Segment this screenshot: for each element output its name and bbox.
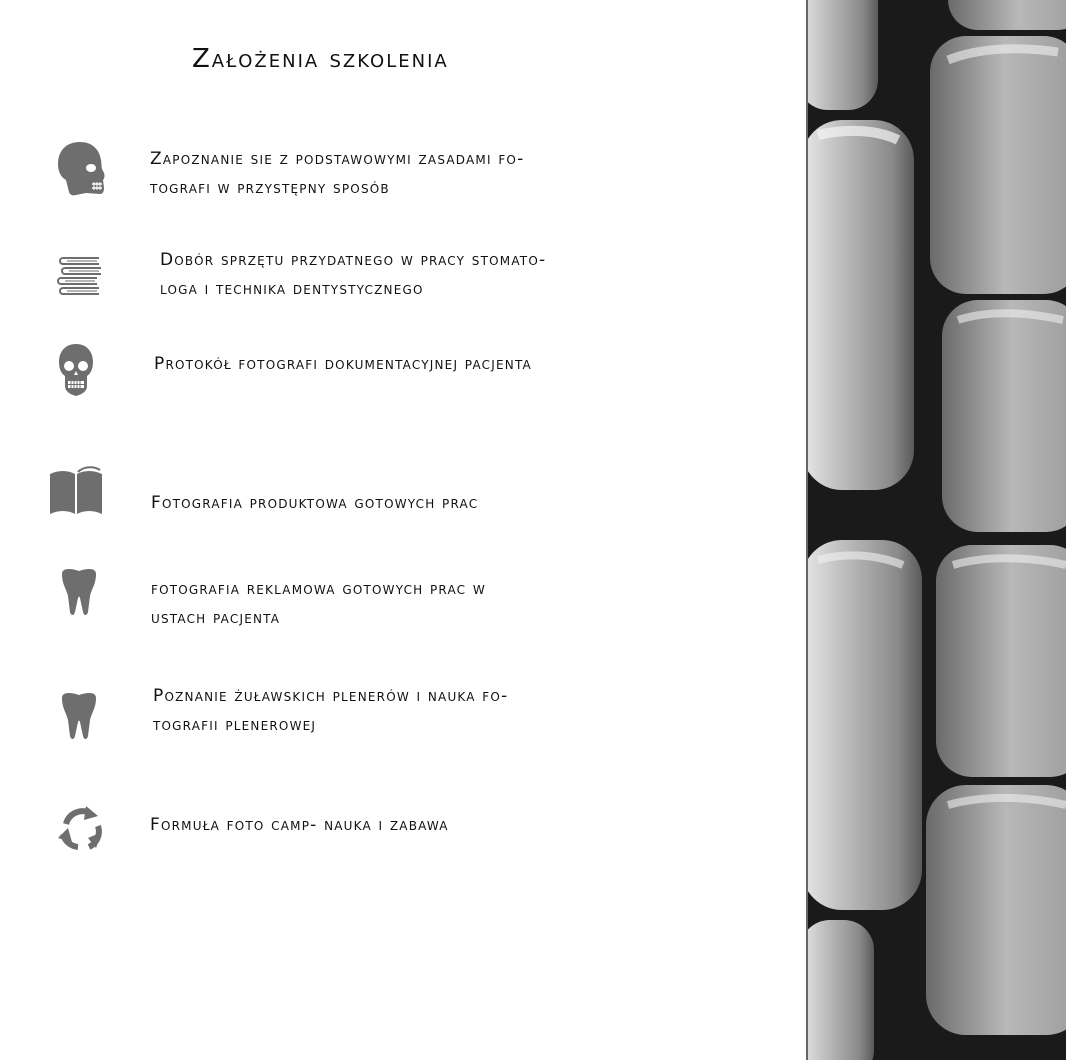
item-text-line: fotografia reklamowa gotowych prac w <box>151 579 486 599</box>
item-text-line: tografii plenerowej <box>153 715 317 735</box>
page-title: Założenia szkolenia <box>192 44 449 74</box>
teeth-photo <box>806 0 1066 1060</box>
open-book-icon <box>48 464 104 516</box>
teeth-photo-image <box>808 0 1066 1060</box>
tooth-icon <box>58 690 100 742</box>
item-text-line: Dobór sprzętu przydatnego w pracy stomato- <box>160 250 547 270</box>
tooth-icon <box>58 566 100 618</box>
item-text-line: Formuła foto camp- nauka i zabawa <box>150 815 449 835</box>
item-text-line: loga i technika dentystycznego <box>160 279 424 299</box>
item-text-line: Poznanie żuławskich plenerów i nauka fo- <box>153 686 509 706</box>
item-text-line: tografi w przystępny sposób <box>150 178 390 198</box>
item-text-line: Fotografia produktowa gotowych prac <box>151 493 479 513</box>
item-text-line: ustach pacjenta <box>151 608 281 628</box>
skull-profile-icon <box>56 140 108 198</box>
books-stack-icon <box>57 256 103 296</box>
skull-front-icon <box>57 342 95 398</box>
item-text-line: Zapoznanie sie z podstawowymi zasadami fo- <box>150 149 525 169</box>
recycle-arrows-icon <box>56 804 106 854</box>
item-text-line: Protokół fotografi dokumentacyjnej pacjenta <box>154 354 532 374</box>
